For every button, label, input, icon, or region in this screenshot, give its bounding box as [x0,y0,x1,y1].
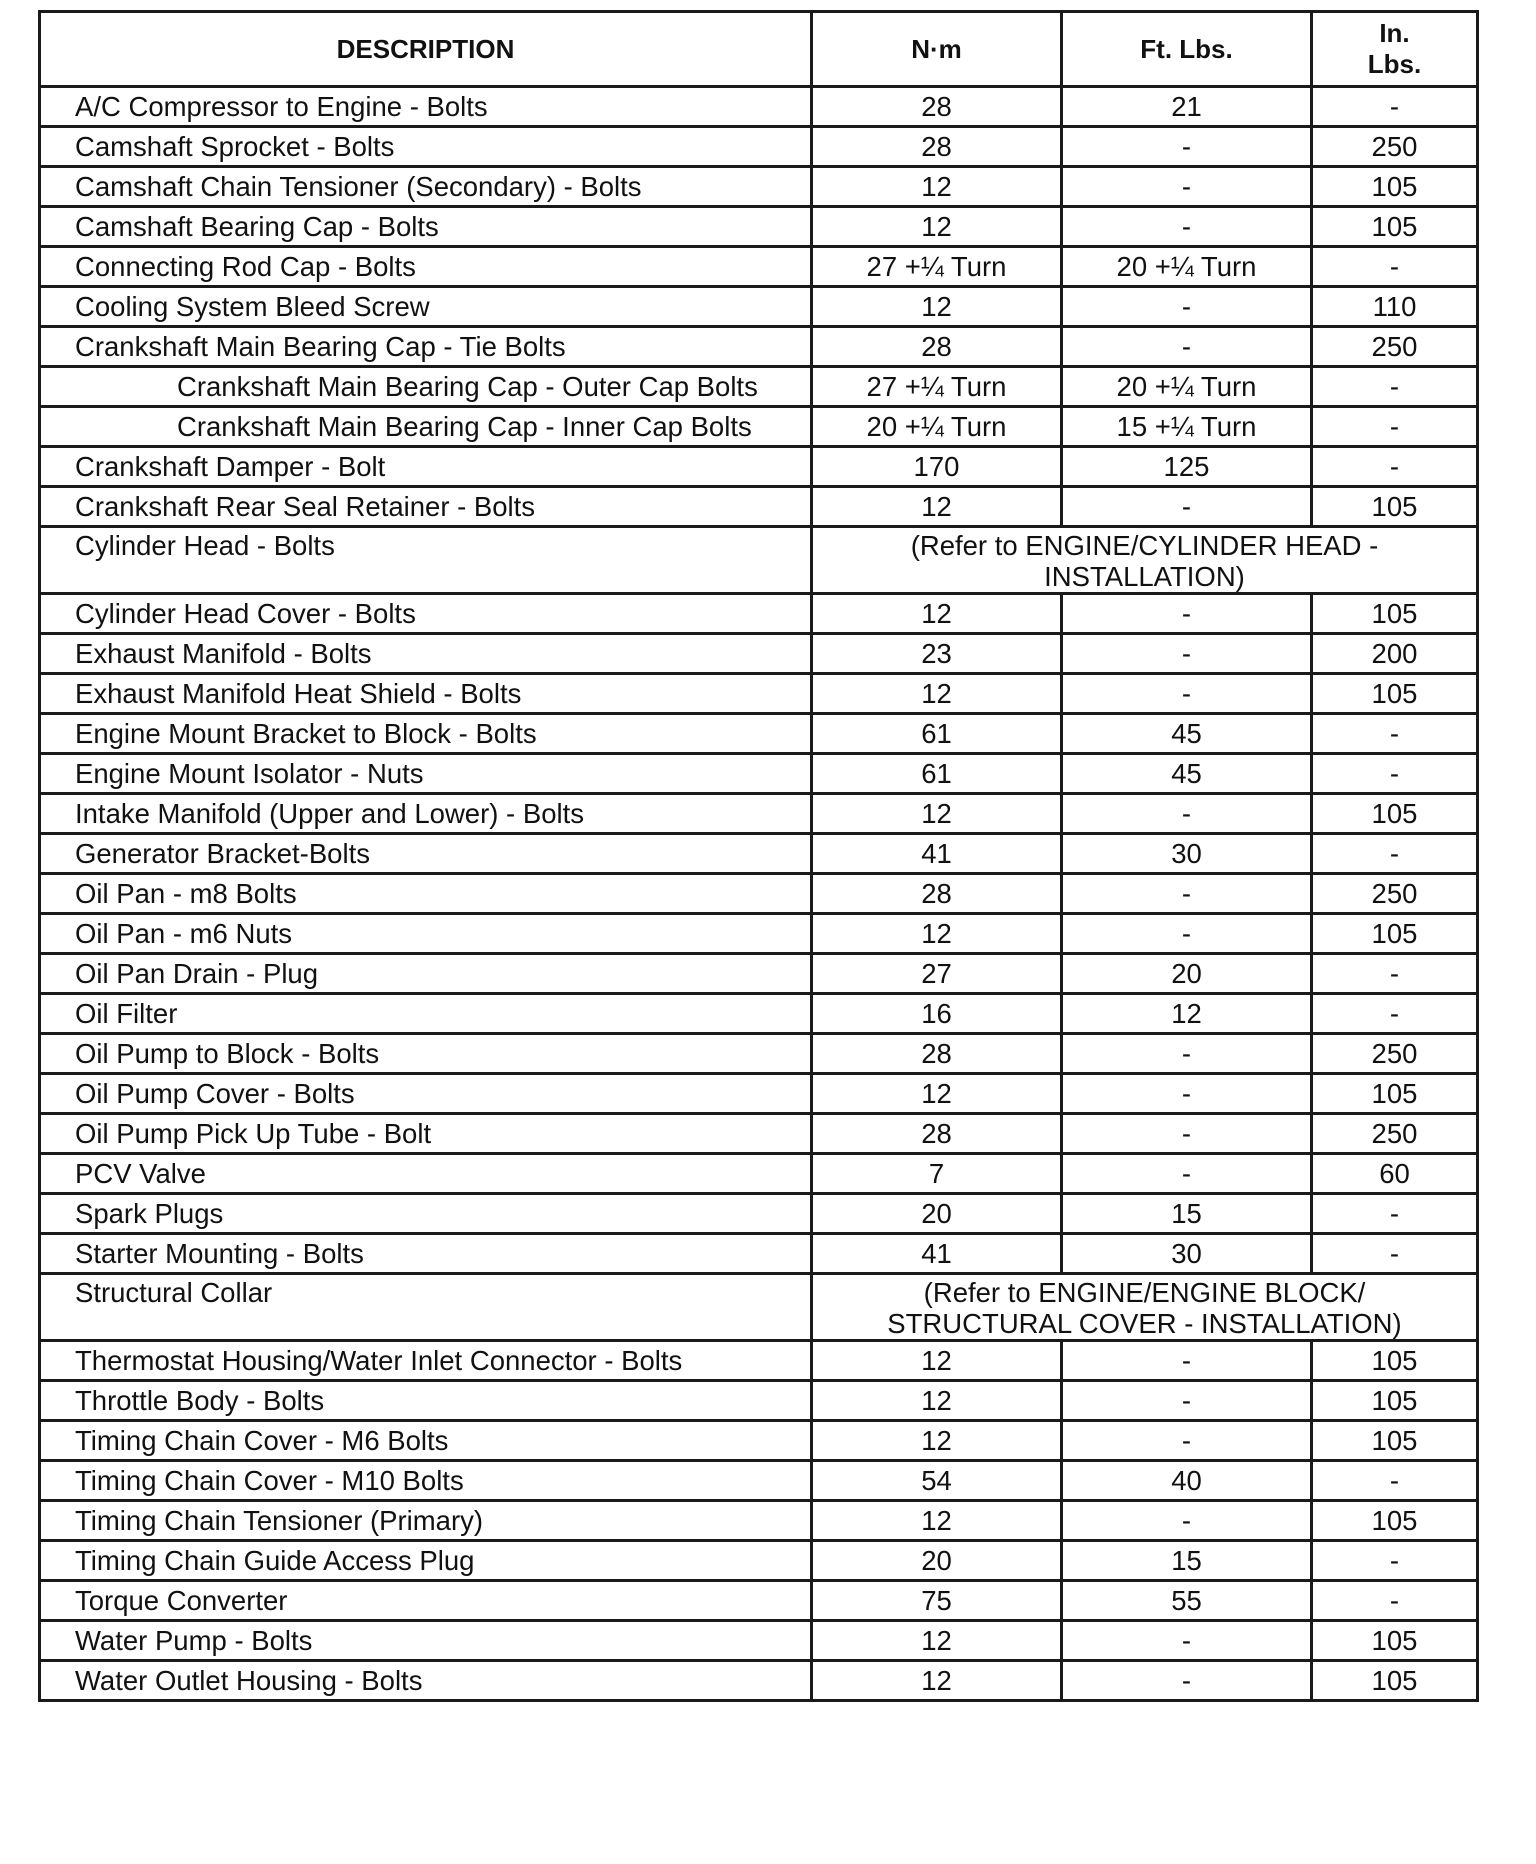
row-in-lbs: - [1312,714,1478,754]
row-in-lbs: - [1312,754,1478,794]
row-in-lbs: 110 [1312,287,1478,327]
row-ft-lbs: 12 [1062,994,1312,1034]
refer-note-line1: (Refer to ENGINE/ENGINE BLOCK/ [923,1277,1366,1308]
table-row [40,207,1478,247]
row-ft-lbs: 55 [1062,1581,1312,1621]
refer-note-line2: INSTALLATION) [1044,561,1245,592]
table-row [40,1074,1478,1114]
row-nm: 23 [812,634,1062,674]
row-nm: 12 [812,1341,1062,1381]
row-nm: 28 [812,874,1062,914]
row-ft-lbs: - [1062,674,1312,714]
row-description: Crankshaft Main Bearing Cap - Inner Cap Bolts [40,407,812,447]
row-nm: 28 [812,1034,1062,1074]
header-ft-lbs: Ft. Lbs. [1062,12,1312,87]
row-description: Cooling System Bleed Screw [40,287,812,327]
row-nm: 12 [812,794,1062,834]
row-ft-lbs: - [1062,1154,1312,1194]
row-ft-lbs: 15 +¼ Turn [1062,407,1312,447]
table-row [40,994,1478,1034]
table-row [40,1034,1478,1074]
row-nm: 7 [812,1154,1062,1194]
row-in-lbs: - [1312,407,1478,447]
table-row [40,167,1478,207]
row-ft-lbs: 20 [1062,954,1312,994]
refer-note-line2: STRUCTURAL COVER - INSTALLATION) [887,1308,1402,1339]
row-nm: 12 [812,1074,1062,1114]
table-row [40,1194,1478,1234]
row-description: Oil Filter [40,994,812,1034]
row-description: Oil Pan - m6 Nuts [40,914,812,954]
row-ft-lbs: - [1062,1074,1312,1114]
row-in-lbs: 200 [1312,634,1478,674]
row-in-lbs: 105 [1312,167,1478,207]
row-description: Timing Chain Tensioner (Primary) [40,1501,812,1541]
row-ft-lbs: - [1062,634,1312,674]
row-refer-note [812,1274,1478,1341]
header-in-lbs [1312,12,1478,87]
row-in-lbs: 105 [1312,1501,1478,1541]
row-ft-lbs: - [1062,127,1312,167]
row-nm: 170 [812,447,1062,487]
row-in-lbs: - [1312,1461,1478,1501]
row-ft-lbs: 20 +¼ Turn [1062,247,1312,287]
table-row [40,247,1478,287]
row-description: Crankshaft Main Bearing Cap - Outer Cap Bolts [40,367,812,407]
row-description: Structural Collar [40,1274,812,1341]
row-in-lbs: - [1312,1194,1478,1234]
row-nm: 28 [812,87,1062,127]
row-description: Exhaust Manifold - Bolts [40,634,812,674]
row-nm: 12 [812,487,1062,527]
row-in-lbs: - [1312,1234,1478,1274]
row-nm: 12 [812,1421,1062,1461]
row-in-lbs: 105 [1312,674,1478,714]
row-description: Timing Chain Cover - M6 Bolts [40,1421,812,1461]
row-nm: 61 [812,714,1062,754]
row-description: Exhaust Manifold Heat Shield - Bolts [40,674,812,714]
row-ft-lbs: 30 [1062,834,1312,874]
row-in-lbs: - [1312,1581,1478,1621]
row-ft-lbs: - [1062,207,1312,247]
row-ft-lbs: - [1062,794,1312,834]
row-description: Spark Plugs [40,1194,812,1234]
row-description: Water Outlet Housing - Bolts [40,1661,812,1701]
header-row [40,12,1478,87]
row-nm: 41 [812,834,1062,874]
row-nm: 20 +¼ Turn [812,407,1062,447]
row-description: Connecting Rod Cap - Bolts [40,247,812,287]
table-row [40,367,1478,407]
row-description: Oil Pan Drain - Plug [40,954,812,994]
row-in-lbs: 105 [1312,1661,1478,1701]
row-ft-lbs: 20 +¼ Turn [1062,367,1312,407]
row-in-lbs: - [1312,367,1478,407]
row-in-lbs: 105 [1312,1421,1478,1461]
header-in-lbs-line1: In. [1379,18,1410,48]
header-nm: N·m [812,12,1062,87]
table-row [40,1621,1478,1661]
row-in-lbs: 250 [1312,874,1478,914]
row-in-lbs: 250 [1312,1034,1478,1074]
row-ft-lbs: 40 [1062,1461,1312,1501]
refer-note-line1: (Refer to ENGINE/CYLINDER HEAD - [910,530,1379,561]
row-description: Cylinder Head - Bolts [40,527,812,594]
row-description: Oil Pump Pick Up Tube - Bolt [40,1114,812,1154]
row-ft-lbs: - [1062,487,1312,527]
row-in-lbs: 105 [1312,1074,1478,1114]
row-nm: 41 [812,1234,1062,1274]
torque-spec-table [38,10,1479,1702]
row-in-lbs: 60 [1312,1154,1478,1194]
row-ft-lbs: - [1062,1341,1312,1381]
row-in-lbs: 105 [1312,794,1478,834]
row-nm: 12 [812,594,1062,634]
row-ft-lbs: - [1062,1381,1312,1421]
table-row [40,487,1478,527]
row-description: Cylinder Head Cover - Bolts [40,594,812,634]
row-nm: 75 [812,1581,1062,1621]
row-in-lbs: 105 [1312,207,1478,247]
row-nm: 54 [812,1461,1062,1501]
row-description: A/C Compressor to Engine - Bolts [40,87,812,127]
row-ft-lbs: 15 [1062,1194,1312,1234]
row-ft-lbs: 15 [1062,1541,1312,1581]
row-ft-lbs: - [1062,287,1312,327]
table-row [40,674,1478,714]
table-row [40,1234,1478,1274]
row-description: Throttle Body - Bolts [40,1381,812,1421]
row-description: Camshaft Chain Tensioner (Secondary) - Bolts [40,167,812,207]
row-ft-lbs: - [1062,1661,1312,1701]
row-ft-lbs: 125 [1062,447,1312,487]
row-in-lbs: - [1312,834,1478,874]
row-nm: 28 [812,127,1062,167]
row-in-lbs: 105 [1312,487,1478,527]
table-row [40,1341,1478,1381]
row-nm: 12 [812,1661,1062,1701]
row-in-lbs: - [1312,954,1478,994]
table-row [40,1661,1478,1701]
row-ft-lbs: - [1062,327,1312,367]
table-row [40,794,1478,834]
row-in-lbs: - [1312,87,1478,127]
row-nm: 16 [812,994,1062,1034]
row-in-lbs: - [1312,994,1478,1034]
table-row [40,87,1478,127]
row-nm: 12 [812,1621,1062,1661]
row-description: Camshaft Bearing Cap - Bolts [40,207,812,247]
row-ft-lbs: - [1062,1501,1312,1541]
row-nm: 27 +¼ Turn [812,367,1062,407]
row-ft-lbs: - [1062,1621,1312,1661]
row-ft-lbs: - [1062,1034,1312,1074]
row-ft-lbs: - [1062,167,1312,207]
table-row [40,1541,1478,1581]
row-description: Generator Bracket-Bolts [40,834,812,874]
table-row [40,914,1478,954]
row-ft-lbs: - [1062,1114,1312,1154]
table-row [40,1154,1478,1194]
table-row [40,634,1478,674]
row-refer-note [812,527,1478,594]
row-nm: 28 [812,327,1062,367]
table-row [40,1381,1478,1421]
row-nm: 20 [812,1194,1062,1234]
row-ft-lbs: 45 [1062,754,1312,794]
row-description: Oil Pump to Block - Bolts [40,1034,812,1074]
row-in-lbs: - [1312,447,1478,487]
row-description: Timing Chain Cover - M10 Bolts [40,1461,812,1501]
table-row [40,714,1478,754]
row-description: Oil Pump Cover - Bolts [40,1074,812,1114]
row-nm: 27 +¼ Turn [812,247,1062,287]
row-description: Timing Chain Guide Access Plug [40,1541,812,1581]
row-nm: 20 [812,1541,1062,1581]
table-row [40,594,1478,634]
row-nm: 12 [812,167,1062,207]
table-row [40,954,1478,994]
row-nm: 61 [812,754,1062,794]
table-row [40,127,1478,167]
row-description: PCV Valve [40,1154,812,1194]
table-row [40,1581,1478,1621]
row-description: Crankshaft Damper - Bolt [40,447,812,487]
row-nm: 12 [812,287,1062,327]
row-nm: 12 [812,914,1062,954]
table-row [40,834,1478,874]
row-in-lbs: 250 [1312,1114,1478,1154]
row-nm: 12 [812,207,1062,247]
row-description: Oil Pan - m8 Bolts [40,874,812,914]
row-in-lbs: 250 [1312,327,1478,367]
table-row [40,1114,1478,1154]
table-row [40,407,1478,447]
row-description: Crankshaft Rear Seal Retainer - Bolts [40,487,812,527]
row-description: Intake Manifold (Upper and Lower) - Bolts [40,794,812,834]
row-ft-lbs: - [1062,594,1312,634]
row-description: Starter Mounting - Bolts [40,1234,812,1274]
header-description: DESCRIPTION [40,12,812,87]
table-row [40,1274,1478,1341]
row-description: Torque Converter [40,1581,812,1621]
row-description: Engine Mount Bracket to Block - Bolts [40,714,812,754]
row-description: Crankshaft Main Bearing Cap - Tie Bolts [40,327,812,367]
table-row [40,754,1478,794]
row-in-lbs: 250 [1312,127,1478,167]
row-in-lbs: 105 [1312,1381,1478,1421]
row-ft-lbs: - [1062,1421,1312,1461]
row-nm: 12 [812,1501,1062,1541]
table-row [40,527,1478,594]
row-nm: 27 [812,954,1062,994]
row-ft-lbs: 30 [1062,1234,1312,1274]
table-row [40,1421,1478,1461]
row-description: Water Pump - Bolts [40,1621,812,1661]
row-in-lbs: 105 [1312,1621,1478,1661]
row-in-lbs: - [1312,247,1478,287]
row-in-lbs: 105 [1312,914,1478,954]
row-nm: 12 [812,1381,1062,1421]
table-row [40,327,1478,367]
row-description: Engine Mount Isolator - Nuts [40,754,812,794]
table-row [40,874,1478,914]
row-nm: 12 [812,674,1062,714]
row-ft-lbs: 21 [1062,87,1312,127]
row-ft-lbs: 45 [1062,714,1312,754]
table-row [40,1461,1478,1501]
table-row [40,287,1478,327]
row-nm: 28 [812,1114,1062,1154]
row-ft-lbs: - [1062,914,1312,954]
header-in-lbs-line2: Lbs. [1367,49,1422,79]
table-row [40,1501,1478,1541]
row-description: Camshaft Sprocket - Bolts [40,127,812,167]
row-in-lbs: 105 [1312,1341,1478,1381]
table-row [40,447,1478,487]
row-ft-lbs: - [1062,874,1312,914]
row-description: Thermostat Housing/Water Inlet Connector - Bolts [40,1341,812,1381]
row-in-lbs: - [1312,1541,1478,1581]
row-in-lbs: 105 [1312,594,1478,634]
